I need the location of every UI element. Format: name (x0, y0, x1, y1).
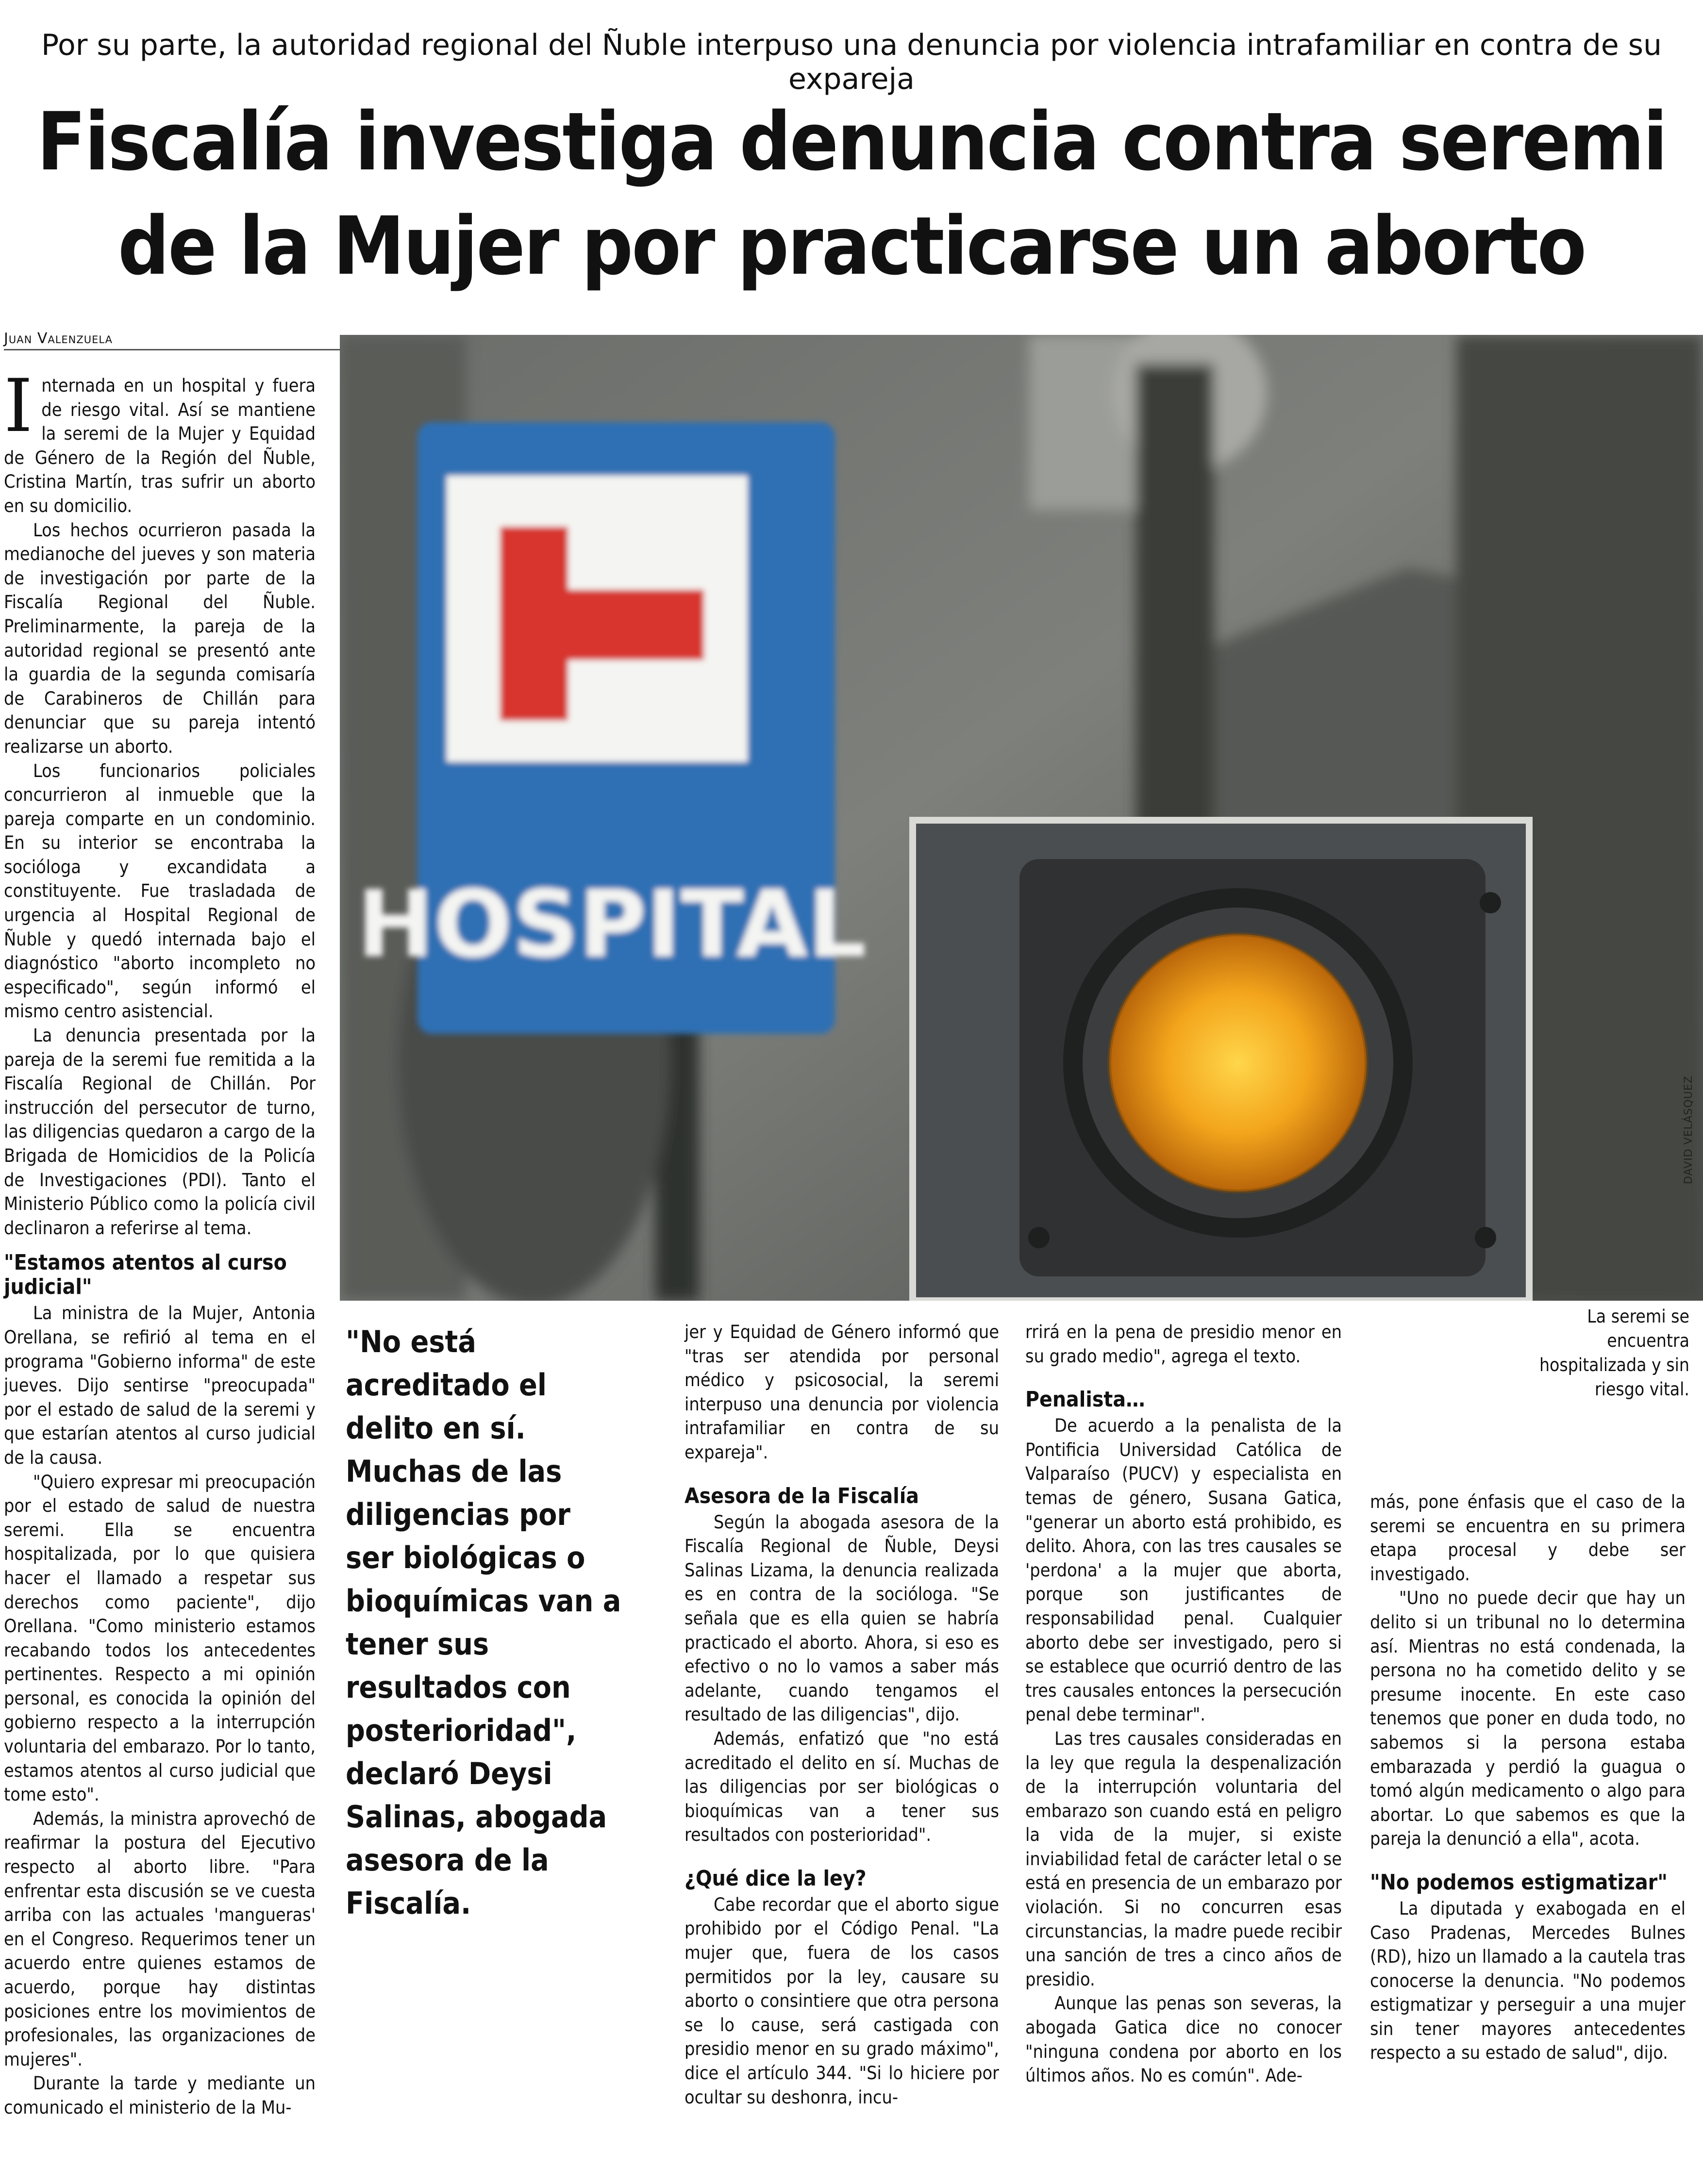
paragraph: Además, la ministra aprovechó de reafirmar la postura del Ejecutivo respecto al aborto libre. "Para enfrentar esta discusión se ve cuesta arriba con las actuales 'mangueras' en el Congreso. Requerimos tener un acuerdo entre quienes estamos de acuerdo, porque hay distintas posiciones entre los movimientos de profesionales, las organizaciones de mujeres". (4, 1807, 316, 2070)
hospital-sign-text: HOSPITAL (356, 871, 867, 978)
column-1 (4, 364, 316, 2120)
drop-cap: I (4, 364, 33, 448)
paragraph: Los funcionarios policiales concurrieron al inmueble que la pareja comparte en un condominio. En su interior se encontraba la socióloga y excandidata a constituyente. Fue trasladada de urgencia al Hospital Regional de Ñuble y quedó internada bajo el diagnóstico "aborto incompleto no especificado", según informó el mismo centro asistencial. (4, 760, 316, 1022)
headline (0, 90, 1703, 298)
paragraph: La ministra de la Mujer, Antonia Orellana, se refirió al tema en el programa "Gobierno informa" de este jueves. Dijo sentirse "preocupada" por el estado de salud de la seremi y que estarían atentos al curso judicial de la causa. (4, 1302, 316, 1468)
headline-line-2: de la Mujer por practicarse un aborto (117, 199, 1586, 293)
paragraph: Internada en un hospital y fuera de riesgo vital. Así se mantiene la seremi de la Mujer y Equidad de Género de la Región del Ñuble, Cristina Martín, tras sufrir un aborto en su domicilio. (4, 364, 316, 516)
subheading: Penalista… (1025, 1387, 1145, 1412)
column-4 (1025, 1320, 1342, 2088)
paragraph: Las tres causales consideradas en la ley que regula la despenalización de la interrupción voluntaria del embarazo son cuando está en peligro la vida de la mujer, si existe inviabilidad fetal de carácter letal o se está en presencia de un embarazo por violación. Si no concurren esas circunstancias, la madre puede recibir una sanción de tres a cinco años de presidio. (1025, 1727, 1342, 1990)
subheading: ¿Qué dice la ley? (685, 1866, 867, 1891)
column-3 (685, 1320, 999, 2109)
paragraph: "Uno no puede decir que hay un delito si un tribunal no lo determina así. Mientras no está condenada, la persona no ha cometido delito y se presume inocente. En este caso tenemos que poner en duda todo, no sabemos si la persona estaba embarazada y perdió la guagua o tomó algún medicamento o algo para abortar. Lo que sabemos es que la pareja la denunció a ella", acota. (1370, 1587, 1686, 1850)
paragraph: Los hechos ocurrieron pasada la medianoche del jueves y son materia de investigación por parte de la Fiscalía Regional del Ñuble. Preliminarmente, la pareja de la autoridad regional se presentó ante la guardia de la segunda comisaría de Carabineros de Chillán para denunciar que su pareja intentó realizarse un aborto. (4, 519, 316, 757)
kicker: Por su parte, la autoridad regional del Ñuble interpuso una denuncia por violencia intrafamiliar en contra de su expareja (41, 28, 1662, 96)
paragraph: jer y Equidad de Género informó que "tras ser atendida por personal médico y psicosocial, la seremi interpuso una denuncia por violencia intrafamiliar en contra de su expareja". (685, 1321, 999, 1463)
paragraph: rrirá en la pena de presidio menor en su grado medio", agrega el texto. (1025, 1321, 1342, 1367)
paragraph: "Quiero expresar mi preocupación por el estado de salud de nuestra seremi. Ella se encuentra hospitalizada, por lo que quisiera hacer el llamado a respetar sus derechos como paciente", dijo Orellana. "Como ministerio estamos recabando todos los antecedentes pertinentes. Respecto a mi opinión personal, es conocida la opinión del gobierno respecto a la interrupción voluntaria del embarazo. Por lo tanto, estamos atentos al curso judicial que tome esto". (4, 1471, 316, 1805)
paragraph: La diputada y exabogada en el Caso Pradenas, Mercedes Bulnes (RD), hizo un llamado a la cautela tras conocerse la denuncia. "No podemos estigmatizar y perseguir a una mujer sin tener mayores antecedentes respecto a su estado de salud", dijo. (1370, 1897, 1686, 2064)
subheading: "Estamos atentos al curso judicial" (4, 1250, 287, 1300)
paragraph: Según la abogada asesora de la Fiscalía Regional de Ñuble, Deysi Salinas Lizama, la denuncia realizada es en contra de la socióloga. "Se señala que es ella quien se habría practicado el aborto. Ahora, si eso es efectivo o no lo vamos a saber más adelante, cuando tengamos el resultado de las diligencias", dijo. (685, 1511, 999, 1725)
photo-caption: La seremi se encuentra hospitalizada y sin riesgo vital. (1539, 1306, 1689, 1400)
paragraph: Cabe recordar que el aborto sigue prohibido por el Código Penal. "La mujer que, fuera de los casos permitidos por la ley, causare su aborto o consintiere que otra persona se lo cause, será castigada con presidio menor en su grado máximo", dice el artículo 344. "Si lo hiciere por ocultar su deshonra, incu- (685, 1893, 999, 2108)
pull-quote: "No está acreditado el delito en sí. Muchas de las diligencias por ser biológicas o bioquímicas van a tener sus resultados con posterioridad", declaró Deysi Salinas, abogada asesora de la Fiscalía. (346, 1324, 621, 1921)
headline-line-1: Fiscalía investiga denuncia contra seremi (36, 95, 1667, 188)
paragraph: La denuncia presentada por la pareja de la seremi fue remitida a la Fiscalía Regional de Chillán. Por instrucción del persecutor de turno, las diligencias quedaron a cargo de la Brigada de Homicidios de la Policía de Investigaciones (PDI). Tanto el Ministerio Público como la policía civil declinaron a referirse al tema. (4, 1025, 316, 1239)
subheading: Asesora de la Fiscalía (685, 1483, 919, 1508)
paragraph: Durante la tarde y mediante un comunicado el ministerio de la Mu- (4, 2072, 316, 2118)
paragraph: más, pone énfasis que el caso de la seremi se encuentra en su primera etapa procesal y debe ser investigado. (1370, 1491, 1686, 1585)
byline: Juan Valenzuela (4, 330, 344, 350)
photo-credit: DAVID VELÁSQUEZ (1683, 1075, 1695, 1184)
photo-illustration (340, 335, 1703, 1301)
paragraph: Aunque las penas son severas, la abogada Gatica dice no conocer "ninguna condena por aborto en los últimos años. No es común". Ade- (1025, 1992, 1342, 2086)
paragraph: De acuerdo a la penalista de la Pontificia Universidad Católica de Valparaíso (PUCV) y especialista en temas de género, Susana Gatica, "generar un aborto está prohibido, es delito. Ahora, con las tres causales se 'perdona' a la mujer que aborta, porque son justificantes de responsabilidad penal. Cualquier aborto debe ser investigado, pero si se establece que ocurrió dentro de las tres causales entonces la persecución penal debe terminar". (1025, 1415, 1342, 1725)
column-5 (1370, 1490, 1686, 2065)
subheading: "No podemos estigmatizar" (1370, 1870, 1668, 1895)
paragraph: Además, enfatizó que "no está acreditado el delito en sí. Muchas de las diligencias por ser biológicas o bioquímicas van a tener sus resultados con posterioridad". (685, 1727, 999, 1846)
hospital-sign-photo (340, 335, 1703, 1301)
